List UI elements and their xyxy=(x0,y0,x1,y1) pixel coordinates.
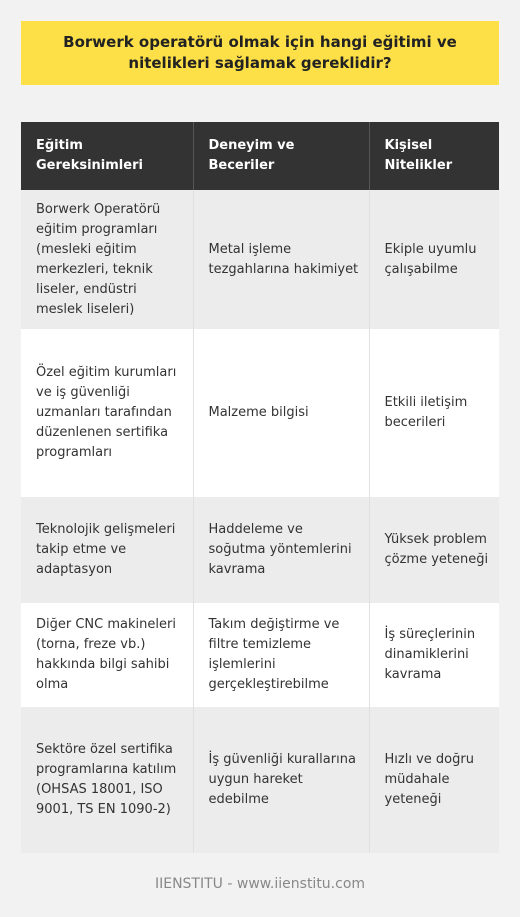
table-cell: Malzeme bilgisi xyxy=(193,329,369,497)
requirements-table xyxy=(21,122,499,853)
table-cell: İş güvenliği kurallarına uygun hareket edebilme xyxy=(193,707,369,853)
table-cell: Sektöre özel sertifika programlarına katılım (OHSAS 18001, ISO 9001, TS EN 1090-2) xyxy=(21,707,193,853)
table-row xyxy=(21,497,499,603)
column-header-personal: Kişisel Nitelikler xyxy=(369,122,499,190)
table-cell: Takım değiştirme ve filtre temizleme işlemlerini gerçekleştirebilme xyxy=(193,603,369,707)
table-cell: Metal işleme tezgahlarına hakimiyet xyxy=(193,190,369,329)
table-row xyxy=(21,603,499,707)
table-row xyxy=(21,190,499,329)
column-header-experience: Deneyim ve Beceriler xyxy=(193,122,369,190)
table-cell: Ekiple uyumlu çalışabilme xyxy=(369,190,499,329)
table-cell: Hızlı ve doğru müdahale yeteneği xyxy=(369,707,499,853)
table-cell: Yüksek problem çözme yeteneği xyxy=(369,497,499,603)
table-cell: Özel eğitim kurumları ve iş güvenliği uzmanları tarafından düzenlenen sertifika programları xyxy=(21,329,193,497)
footer-credit: IIENSTITU - www.iienstitu.com xyxy=(154,876,366,892)
table-row xyxy=(21,707,499,853)
table-cell: Teknolojik gelişmeleri takip etme ve adaptasyon xyxy=(21,497,193,603)
table-cell: Etkili iletişim becerileri xyxy=(369,329,499,497)
column-header-education: Eğitim Gereksinimleri xyxy=(21,122,193,190)
page-title: Borwerk operatörü olmak için hangi eğitimi ve nitelikleri sağlamak gereklidir? xyxy=(63,33,457,72)
table-row xyxy=(21,329,499,497)
title-banner xyxy=(21,21,499,85)
table-cell: İş süreçlerinin dinamiklerini kavrama xyxy=(369,603,499,707)
table-cell: Diğer CNC makineleri (torna, freze vb.) hakkında bilgi sahibi olma xyxy=(21,603,193,707)
table-header-row xyxy=(21,122,499,190)
table-cell: Haddeleme ve soğutma yöntemlerini kavrama xyxy=(193,497,369,603)
table-cell: Borwerk Operatörü eğitim programları (mesleki eğitim merkezleri, teknik liseler, endüstri meslek liseleri) xyxy=(21,190,193,329)
